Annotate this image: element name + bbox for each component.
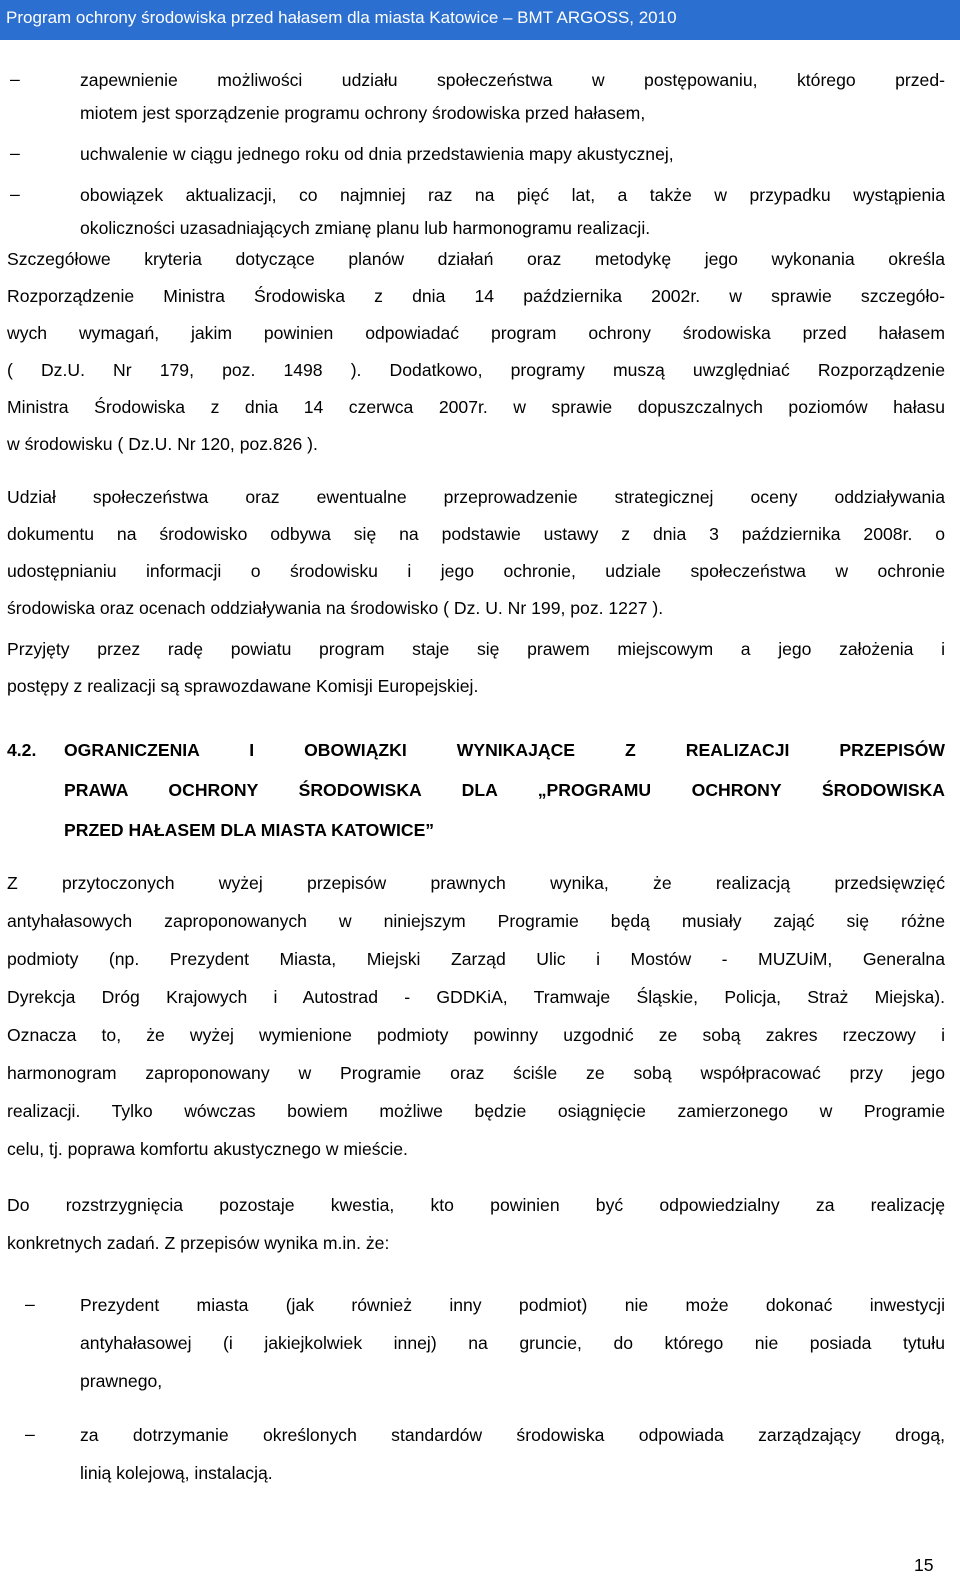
paragraph-line: Do rozstrzygnięcia pozostaje kwestia, kto powinien być odpowiedzialny za realizację [7, 1195, 945, 1215]
bullet-dash: – [25, 1294, 35, 1314]
paragraph-line: dokumentu na środowisko odbywa się na podstawie ustawy z dnia 3 października 2008r. o [7, 524, 945, 544]
bullet-line: za dotrzymanie określonych standardów środowiska odpowiada zarządzający drogą, [80, 1425, 945, 1445]
paragraph-line: ( Dz.U. Nr 179, poz. 1498 ). Dodatkowo, programy muszą uwzględniać Rozporządzenie [7, 360, 945, 380]
bullet-line: zapewnienie możliwości udziału społeczeństwa w postępowaniu, którego przed- [80, 70, 945, 90]
paragraph-line: w środowisku ( Dz.U. Nr 120, poz.826 ). [7, 434, 318, 454]
section-title-line: PRAWA OCHRONY ŚRODOWISKA DLA „PROGRAMU OCHRONY ŚRODOWISKA [64, 780, 945, 800]
bullet-dash: – [10, 69, 20, 89]
page-number: 15 [914, 1555, 934, 1575]
paragraph-line: antyhałasowych zaproponowanych w niniejszym Programie będą musiały zająć się różne [7, 911, 945, 931]
paragraph-line: podmioty (np. Prezydent Miasta, Miejski Zarząd Ulic i Mostów - MUZUiM, Generalna [7, 949, 945, 969]
paragraph-line: środowiska oraz ocenach oddziaływania na środowisko ( Dz. U. Nr 199, poz. 1227 ). [7, 598, 664, 618]
bullet-dash: – [25, 1424, 35, 1444]
paragraph-line: harmonogram zaproponowany w Programie oraz ściśle ze sobą współpracować przy jego [7, 1063, 945, 1083]
bullet-line: antyhałasowej (i jakiejkolwiek innej) na gruncie, do którego nie posiada tytułu [80, 1333, 945, 1353]
paragraph-line: udostępnianiu informacji o środowisku i jego ochronie, udziale społeczeństwa w ochronie [7, 561, 945, 581]
bullet-line: okoliczności uzasadniających zmianę planu lub harmonogramu realizacji. [80, 218, 651, 238]
paragraph-line: realizacji. Tylko wówczas bowiem możliwe będzie osiągnięcie zamierzonego w Programie [7, 1101, 945, 1121]
bullet-line: linią kolejową, instalacją. [80, 1463, 273, 1483]
header-title: Program ochrony środowiska przed hałasem dla miasta Katowice – BMT ARGOSS, 2010 [6, 8, 677, 27]
paragraph-line: Przyjęty przez radę powiatu program staje się prawem miejscowym a jego założenia i [7, 639, 945, 659]
paragraph-line: Ministra Środowiska z dnia 14 czerwca 2007r. w sprawie dopuszczalnych poziomów hałasu [7, 397, 945, 417]
bullet-line: prawnego, [80, 1371, 163, 1391]
paragraph-line: Oznacza to, że wyżej wymienione podmioty powinny uzgodnić ze sobą zakres rzeczowy i [7, 1025, 945, 1045]
paragraph-line: konkretnych zadań. Z przepisów wynika m.in. że: [7, 1233, 390, 1253]
paragraph-line: Szczegółowe kryteria dotyczące planów działań oraz metodykę jego wykonania określa [7, 249, 945, 269]
section-title-line: OGRANICZENIA I OBOWIĄZKI WYNIKAJĄCE Z REALIZACJI PRZEPISÓW [64, 740, 945, 760]
bullet-dash: – [10, 184, 20, 204]
paragraph-line: postępy z realizacji są sprawozdawane Komisji Europejskiej. [7, 676, 479, 696]
paragraph-line: wych wymagań, jakim powinien odpowiadać program ochrony środowiska przed hałasem [7, 323, 945, 343]
paragraph-line: Dyrekcja Dróg Krajowych i Autostrad - GDDKiA, Tramwaje Śląskie, Policja, Straż Miejska). [7, 987, 945, 1007]
section-number: 4.2. [7, 740, 37, 760]
paragraph-line: Udział społeczeństwa oraz ewentualne przeprowadzenie strategicznej oceny oddziaływania [7, 487, 945, 507]
bullet-line: obowiązek aktualizacji, co najmniej raz na pięć lat, a także w przypadku wystąpienia [80, 185, 945, 205]
bullet-line: miotem jest sporządzenie programu ochrony środowiska przed hałasem, [80, 103, 646, 123]
bullet-line: Prezydent miasta (jak również inny podmiot) nie może dokonać inwestycji [80, 1295, 945, 1315]
section-title-line: PRZED HAŁASEM DLA MIASTA KATOWICE” [64, 820, 435, 840]
paragraph-line: Z przytoczonych wyżej przepisów prawnych wynika, że realizacją przedsięwzięć [7, 873, 945, 893]
bullet-line: uchwalenie w ciągu jednego roku od dnia przedstawienia mapy akustycznej, [80, 144, 674, 164]
paragraph-line: Rozporządzenie Ministra Środowiska z dnia 14 października 2002r. w sprawie szczegóło- [7, 286, 945, 306]
document-header [0, 0, 960, 40]
paragraph-line: celu, tj. poprawa komfortu akustycznego w mieście. [7, 1139, 408, 1159]
bullet-dash: – [10, 143, 20, 163]
